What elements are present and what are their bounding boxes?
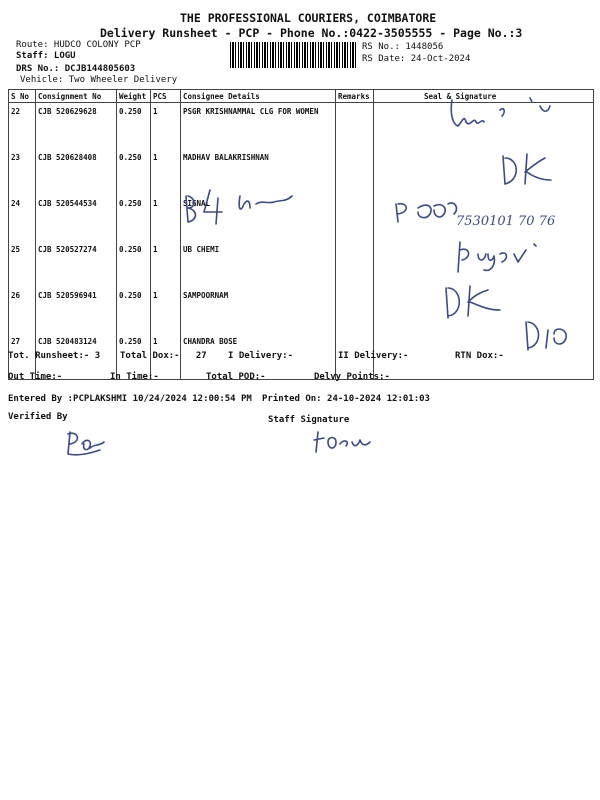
- barcode: [230, 42, 356, 68]
- signature-row-24: [178, 182, 308, 228]
- row-consignment: CJB 520628408: [36, 149, 117, 195]
- rtn-dox: RTN Dox:-: [455, 351, 504, 361]
- col-consignment: Consignment No: [36, 90, 117, 103]
- row-sno: 27: [9, 333, 36, 380]
- row-consignee: SIGNAL: [181, 195, 336, 241]
- col-remarks: Remarks: [336, 90, 374, 103]
- row-remarks: [336, 103, 374, 150]
- drs-label: DRS No.: DCJB144805603: [16, 64, 136, 74]
- row-weight: 0.250: [117, 149, 151, 195]
- total-dox: Total Dox:- 27: [120, 351, 207, 361]
- staff-signature: [310, 426, 380, 456]
- row-consignee: MADHAV BALAKRISHNAN: [181, 149, 336, 195]
- row-sno: 26: [9, 287, 36, 333]
- staff-signature-label: Staff Signature: [268, 415, 350, 425]
- row-consignment: CJB 520527274: [36, 241, 117, 287]
- printed-on: Printed On: 24-10-2024 12:01:03: [262, 394, 430, 404]
- ii-delivery: II Delivery:-: [338, 351, 409, 361]
- signature-row-25: [450, 236, 570, 276]
- row-pcs: 1: [151, 149, 181, 195]
- signature-row-27: [520, 316, 580, 356]
- signature-row-26: [440, 280, 520, 322]
- col-consignee: Consignee Details: [181, 90, 336, 103]
- row-pcs: 1: [151, 195, 181, 241]
- row-pcs: 1: [151, 287, 181, 333]
- row-pcs: 1: [151, 103, 181, 150]
- row-consignment: CJB 520544534: [36, 195, 117, 241]
- row-consignment: CJB 520596941: [36, 287, 117, 333]
- row-remarks: [336, 287, 374, 333]
- col-weight: Weight: [117, 90, 151, 103]
- row-weight: 0.250: [117, 103, 151, 150]
- row-consignment: CJB 520629628: [36, 103, 117, 150]
- row-weight: 0.250: [117, 287, 151, 333]
- row-consignee: UB CHEMI: [181, 241, 336, 287]
- row-consignee: CHANDRA BOSE: [181, 333, 336, 380]
- row-sno: 25: [9, 241, 36, 287]
- row-weight: 0.250: [117, 241, 151, 287]
- verified-signature: [60, 424, 120, 460]
- row-weight: 0.250: [117, 195, 151, 241]
- handwritten-phone: 7530101 70 76: [456, 214, 556, 229]
- staff-label: Staff: LOGU: [16, 51, 76, 61]
- rs-date: RS Date: 24-Oct-2024: [362, 54, 471, 64]
- row-consignment: CJB 520483124: [36, 333, 117, 380]
- in-time: In Time:-: [110, 372, 159, 382]
- col-signature: Seal & Signature: [374, 90, 594, 103]
- verified-by-label: Verified By: [8, 412, 68, 422]
- row-sno: 24: [9, 195, 36, 241]
- row-sno: 22: [9, 103, 36, 150]
- route-label: Route: HUDCO COLONY PCP: [16, 40, 141, 50]
- row-remarks: [336, 241, 374, 287]
- row-pcs: 1: [151, 333, 181, 380]
- row-consignee: PSGR KRISHNAMMAL CLG FOR WOMEN: [181, 103, 336, 150]
- signature-row-23: [495, 150, 585, 190]
- delvy-points: Delvy Points:-: [314, 372, 390, 382]
- total-runsheet: Tot. Runsheet:- 3: [8, 351, 101, 361]
- entered-by: Entered By :PCPLAKSHMI 10/24/2024 12:00:54 PM: [8, 394, 252, 404]
- vehicle-label: Vehicle: Two Wheeler Delivery: [20, 75, 178, 85]
- i-delivery: I Delivery:-: [228, 351, 294, 361]
- out-time: Out Time:-: [8, 372, 63, 382]
- row-remarks: [336, 149, 374, 195]
- row-pcs: 1: [151, 241, 181, 287]
- company-title: THE PROFESSIONAL COURIERS, COIMBATORE: [180, 11, 437, 25]
- col-pcs: PCS: [151, 90, 181, 103]
- total-pod: Total POD:-: [206, 372, 266, 382]
- signature-row-22: [440, 92, 560, 134]
- row-weight: 0.250: [117, 333, 151, 380]
- rs-number: RS No.: 1448056: [362, 42, 444, 52]
- runsheet-subtitle: Delivery Runsheet - PCP - Phone No.:0422-3505555 - Page No.:3: [100, 26, 523, 40]
- row-remarks: [336, 195, 374, 241]
- col-sno: S No: [9, 90, 36, 103]
- row-sno: 23: [9, 149, 36, 195]
- row-consignee: SAMPOORNAM: [181, 287, 336, 333]
